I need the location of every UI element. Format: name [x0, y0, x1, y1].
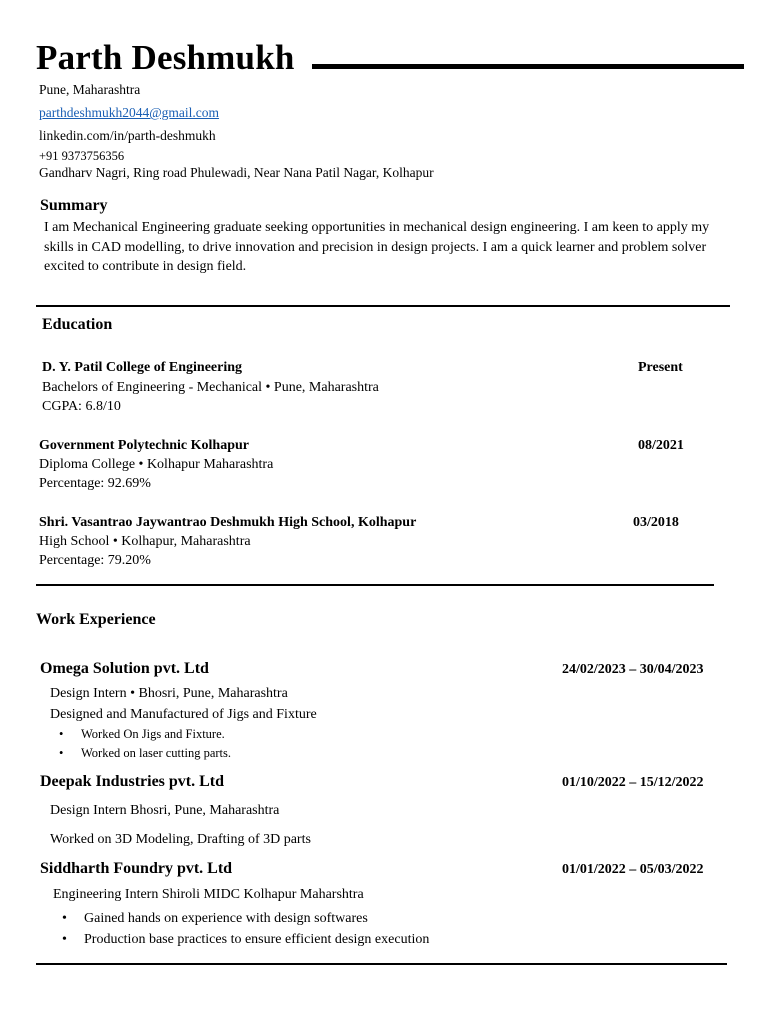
work-dates: 01/01/2022 – 05/03/2022 — [562, 862, 704, 877]
list-item: • Worked on laser cutting parts. — [59, 744, 231, 763]
work-dates: 01/10/2022 – 15/12/2022 — [562, 775, 704, 790]
work-dates: 24/02/2023 – 30/04/2023 — [562, 662, 704, 677]
education-score: CGPA: 6.8/10 — [42, 399, 121, 414]
education-degree: Bachelors of Engineering - Mechanical • Pune, Maharashtra — [42, 380, 379, 395]
work-description: Worked on 3D Modeling, Drafting of 3D parts — [50, 832, 311, 847]
education-date: 03/2018 — [633, 515, 679, 530]
summary-divider — [36, 305, 730, 307]
education-institution: D. Y. Patil College of Engineering — [42, 360, 243, 375]
summary-heading: Summary — [40, 197, 108, 214]
work-company: Omega Solution pvt. Ltd — [40, 660, 209, 677]
work-description: Designed and Manufactured of Jigs and Fixture — [50, 707, 317, 722]
work-role: Design Intern Bhosri, Pune, Maharashtra — [50, 803, 280, 818]
work-bullet-list — [62, 908, 429, 950]
work-role: Design Intern • Bhosri, Pune, Maharashtra — [50, 686, 288, 701]
education-degree: Diploma College • Kolhapur Maharashtra — [39, 457, 274, 472]
candidate-name: Parth Deshmukh — [36, 38, 295, 77]
linkedin-link[interactable]: linkedin.com/in/parth-deshmukh — [39, 128, 216, 143]
education-date: 08/2021 — [638, 438, 684, 453]
education-institution: Government Polytechnic Kolhapur — [39, 438, 249, 453]
summary-text: I am Mechanical Engineering graduate seeking opportunities in mechanical design engineering. I am keen to apply my skills in CAD modelling, to drive innovation and precision in design projects. I am a quick learner and problem solver excited to contribute in design field. — [44, 220, 710, 274]
education-institution: Shri. Vasantrao Jaywantrao Deshmukh High School, Kolhapur — [39, 515, 417, 530]
work-company: Siddharth Foundry pvt. Ltd — [40, 860, 233, 877]
education-divider — [36, 584, 714, 586]
work-company: Deepak Industries pvt. Ltd — [40, 773, 225, 790]
list-item: • Production base practices to ensure efficient design execution — [62, 929, 429, 950]
address: Gandharv Nagri, Ring road Phulewadi, Near Nana Patil Nagar, Kolhapur — [39, 165, 434, 180]
education-date: Present — [638, 360, 683, 375]
phone-number: +91 9373756356 — [39, 149, 125, 163]
education-degree: High School • Kolhapur, Maharashtra — [39, 534, 251, 549]
work-heading: Work Experience — [36, 611, 156, 628]
work-bullet-list — [59, 725, 231, 763]
education-score: Percentage: 79.20% — [39, 553, 151, 568]
work-role: Engineering Intern Shiroli MIDC Kolhapur Maharshtra — [53, 887, 364, 902]
name-divider — [312, 64, 744, 69]
work-divider — [36, 963, 727, 965]
education-heading: Education — [42, 316, 113, 333]
location: Pune, Maharashtra — [39, 82, 141, 97]
list-item: • Worked On Jigs and Fixture. — [59, 725, 231, 744]
education-score: Percentage: 92.69% — [39, 476, 151, 491]
email-link[interactable]: parthdeshmukh2044@gmail.com — [39, 105, 220, 120]
list-item: • Gained hands on experience with design softwares — [62, 908, 429, 929]
